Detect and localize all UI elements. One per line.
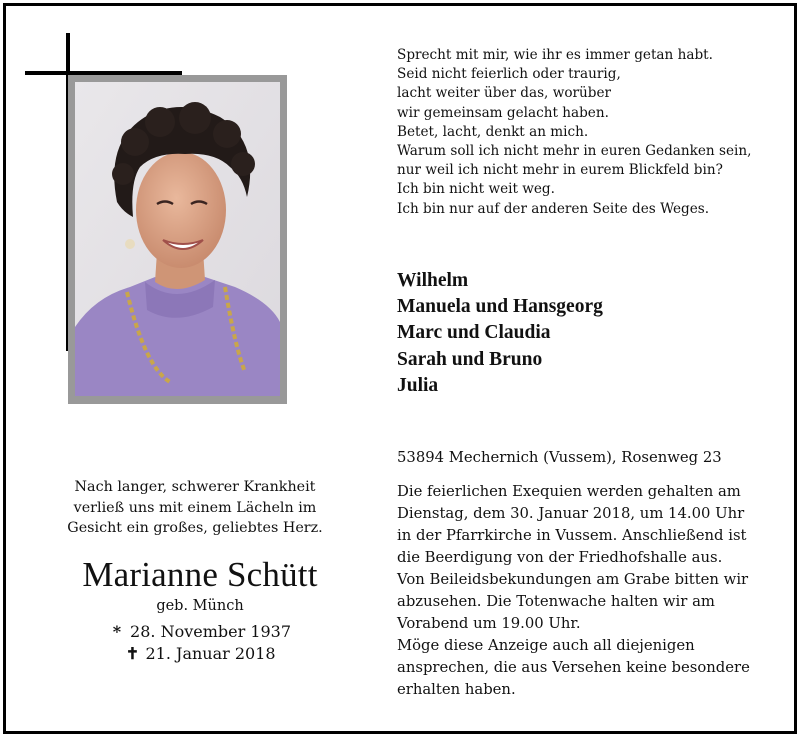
birth-star-icon: * <box>112 622 122 641</box>
family-address: 53894 Mechernich (Vussem), Rosenweg 23 <box>397 449 722 466</box>
details-line: Dienstag, dem 30. Januar 2018, um 14.00 Uhr <box>397 505 745 522</box>
poem-line: lacht weiter über das, worüber <box>397 85 612 102</box>
details-line: erhalten haben. <box>397 681 516 698</box>
portrait-photo <box>75 82 280 396</box>
funeral-details <box>397 481 792 701</box>
intro-text <box>50 477 340 539</box>
details-line: die Beerdigung von der Friedhofshalle aus. <box>397 549 723 566</box>
details-line: Vorabend um 19.00 Uhr. <box>397 615 581 632</box>
poem-line: Betet, lacht, denkt an mich. <box>397 123 589 140</box>
poem-line: wir gemeinsam gelacht haben. <box>397 104 609 121</box>
poem-line: Warum soll ich nicht mehr in euren Gedanken sein, <box>397 143 752 160</box>
intro-line: verließ uns mit einem Lächeln im <box>73 499 317 516</box>
life-dates <box>30 621 370 665</box>
poem <box>397 46 777 219</box>
mourner-name: Sarah und Bruno <box>397 348 543 370</box>
death-line <box>30 643 370 665</box>
poem-line: Sprecht mit mir, wie ihr es immer getan habt. <box>397 47 713 63</box>
mourners-list <box>397 268 777 399</box>
birth-line <box>30 621 370 643</box>
mourner-name: Manuela und Hansgeorg <box>397 296 603 318</box>
poem-line: Ich bin nicht weit weg. <box>397 181 555 198</box>
poem-line: Seid nicht feierlich oder traurig, <box>397 66 621 83</box>
death-date: 21. Januar 2018 <box>145 644 276 663</box>
details-line: Die feierlichen Exequien werden gehalten am <box>397 483 741 500</box>
deceased-name: Marianne Schütt <box>82 555 318 594</box>
portrait-illustration <box>75 82 280 396</box>
details-line: abzusehen. Die Totenwache halten wir am <box>397 593 715 610</box>
poem-line: Ich bin nur auf der anderen Seite des Weges. <box>397 200 710 217</box>
mourner-name: Marc und Claudia <box>397 322 551 344</box>
details-line: Möge diese Anzeige auch all diejenigen <box>397 637 695 654</box>
intro-line: Gesicht ein großes, geliebtes Herz. <box>67 520 323 537</box>
details-line: in der Pfarrkirche in Vussem. Anschließend ist <box>397 527 747 544</box>
death-cross-icon: ✝ <box>125 644 140 663</box>
mourner-name: Julia <box>397 374 439 396</box>
birth-date: 28. November 1937 <box>130 622 292 641</box>
maiden-name: geb. Münch <box>156 598 244 614</box>
details-line: ansprechen, die aus Versehen keine besondere <box>397 659 750 676</box>
mourner-name: Wilhelm <box>397 270 469 291</box>
intro-line: Nach langer, schwerer Krankheit <box>74 479 316 495</box>
details-line: Von Beileidsbekundungen am Grabe bitten wir <box>397 571 749 588</box>
poem-line: nur weil ich nicht mehr in eurem Blickfeld bin? <box>397 162 723 179</box>
